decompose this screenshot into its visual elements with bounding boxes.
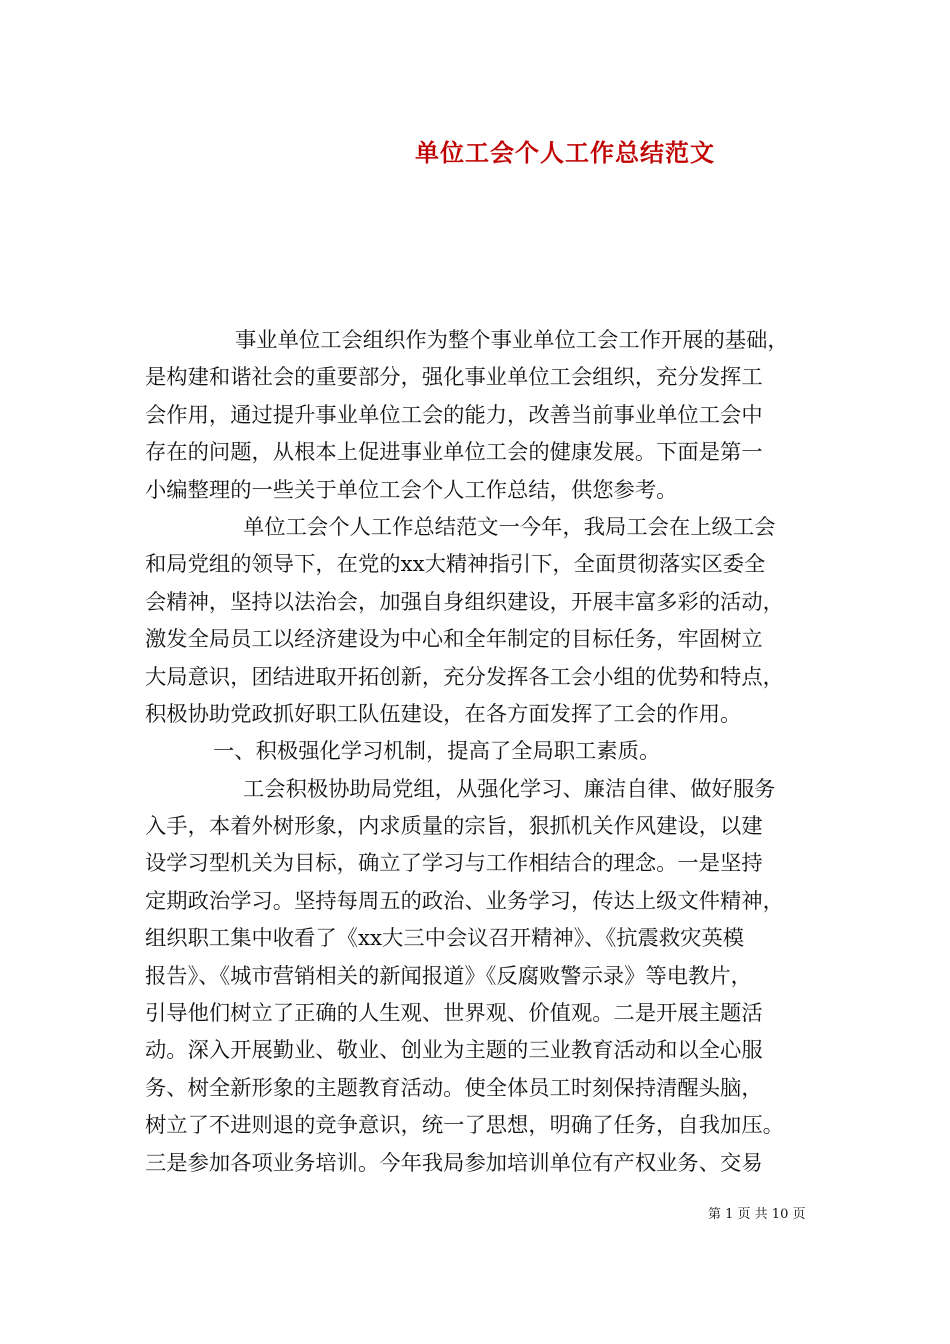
paragraph-line: 务、树全新形象的主题教育活动。使全体员工时刻保持清醒头脑， [145,1075,763,1101]
page-number: 第 1 页 共 10 页 [708,1207,806,1222]
paragraph-line: 组织职工集中收看了《xx大三中会议召开精神》、《抗震救灾英模 [145,926,745,952]
paragraph-line: 报告》、《城市营销相关的新闻报道》《反腐败警示录》等电教片， [145,963,752,989]
paragraph-line: 入手，本着外树形象，内求质量的宗旨，狠抓机关作风建设，以建 [145,814,763,840]
paragraph-line: 存在的问题，从根本上促进事业单位工会的健康发展。下面是第一 [145,440,763,466]
paragraph-line: 动。深入开展勤业、敬业、创业为主题的三业教育活动和以全心服 [145,1038,763,1064]
paragraph-line: 小编整理的一些关于单位工会个人工作总结，供您参考。 [145,477,678,503]
paragraph-line: 是构建和谐社会的重要部分，强化事业单位工会组织，充分发挥工 [145,365,763,391]
section-heading: 一、积极强化学习机制，提高了全局职工素质。 [213,739,661,765]
paragraph-line: 激发全局员工以经济建设为中心和全年制定的目标任务，牢固树立 [145,627,763,653]
paragraph-line: 三是参加各项业务培训。今年我局参加培训单位有产权业务、交易 [145,1150,763,1176]
document-title: 单位工会个人工作总结范文 [415,138,715,167]
paragraph-line: 会精神，坚持以法治会，加强自身组织建设，开展丰富多彩的活动， [145,589,784,615]
paragraph-line: 定期政治学习。坚持每周五的政治、业务学习，传达上级文件精神， [145,888,784,914]
paragraph-line: 工会积极协助局党组，从强化学习、廉洁自律、做好服务 [243,776,776,802]
paragraph-line: 树立了不进则退的竞争意识，统一了思想，明确了任务，自我加压。 [145,1113,784,1139]
paragraph-line: 积极协助党政抓好职工队伍建设，在各方面发挥了工会的作用。 [145,701,742,727]
paragraph-line: 设学习型机关为目标，确立了学习与工作相结合的理念。一是坚持 [145,851,763,877]
paragraph-line: 单位工会个人工作总结范文一今年，我局工会在上级工会 [243,514,776,540]
paragraph-line: 会作用，通过提升事业单位工会的能力，改善当前事业单位工会中 [145,402,763,428]
paragraph-line: 事业单位工会组织作为整个事业单位工会工作开展的基础， [235,328,789,353]
paragraph-line: 大局意识，团结进取开拓创新，充分发挥各工会小组的优势和特点， [145,664,784,690]
document-body [145,322,835,1182]
paragraph-line: 引导他们树立了正确的人生观、世界观、价值观。二是开展主题活 [145,1001,763,1027]
paragraph-line: 和局党组的领导下，在党的xx大精神指引下，全面贯彻落实区委全 [145,552,766,578]
